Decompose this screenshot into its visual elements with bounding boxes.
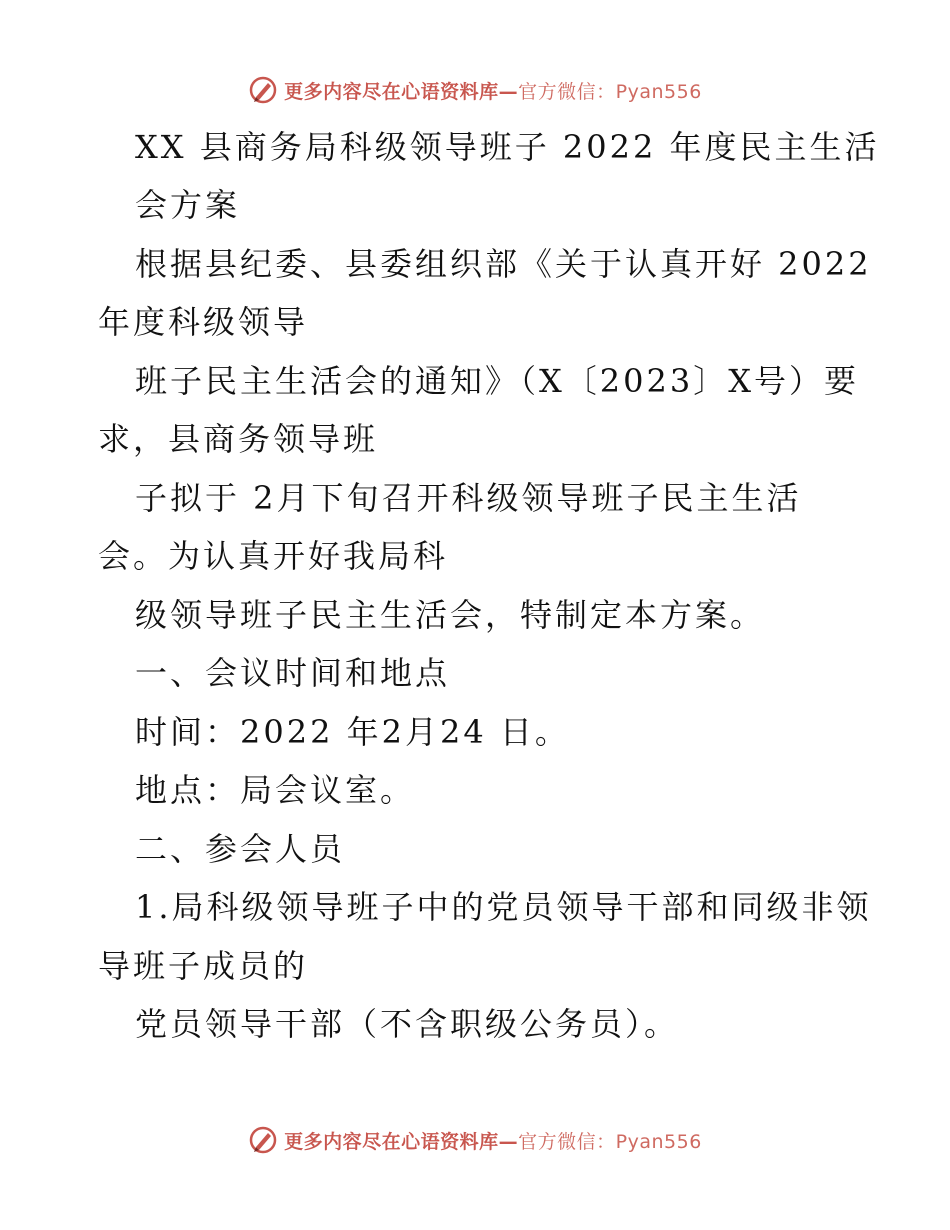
header-banner-text [284, 77, 702, 104]
doc-paragraph-line: 班子民主生活会的通知》（X〔2023〕X号）要 [135, 362, 860, 400]
doc-paragraph-line: 求，县商务领导班 [98, 420, 379, 458]
section-heading: 二、参会人员 [135, 830, 346, 868]
doc-title-line-1: XX 县商务局科级领导班子 2022 年度民主生活 [135, 128, 880, 166]
footer-site-text: 更多内容尽在心语资料库 [284, 1130, 499, 1153]
pen-circle-logo-icon [248, 75, 278, 105]
header-wechat-text: 官方微信：Pyan556 [518, 80, 702, 103]
footer-banner-text [284, 1127, 702, 1154]
doc-title-line-2: 会方案 [135, 186, 241, 224]
footer-separator: — [498, 1130, 519, 1153]
doc-paragraph-line: 年度科级领导 [98, 303, 309, 341]
doc-paragraph-line: 子拟于 2月下旬召开科级领导班子民主生活 [135, 479, 802, 517]
pen-circle-logo-icon [248, 1125, 278, 1155]
doc-paragraph-line: 会。为认真开好我局科 [98, 537, 449, 575]
meeting-location: 地点：局会议室。 [135, 771, 416, 809]
footer-banner [0, 1120, 950, 1160]
list-item-line: 导班子成员的 [98, 947, 309, 985]
doc-paragraph-line: 级领导班子民主生活会，特制定本方案。 [135, 596, 766, 634]
meeting-time: 时间：2022 年2月24 日。 [135, 713, 570, 751]
list-item-line: 党员领导干部（不含职级公务员）。 [135, 1005, 680, 1043]
list-item-line: 1.局科级领导班子中的党员领导干部和同级非领 [135, 888, 872, 926]
header-site-text: 更多内容尽在心语资料库 [284, 80, 499, 103]
doc-paragraph-line: 根据县纪委、县委组织部《关于认真开好 2022 [135, 245, 872, 283]
header-separator: — [498, 80, 519, 103]
footer-wechat-text: 官方微信：Pyan556 [518, 1130, 702, 1153]
section-heading: 一、会议时间和地点 [135, 654, 451, 692]
header-banner [0, 70, 950, 110]
